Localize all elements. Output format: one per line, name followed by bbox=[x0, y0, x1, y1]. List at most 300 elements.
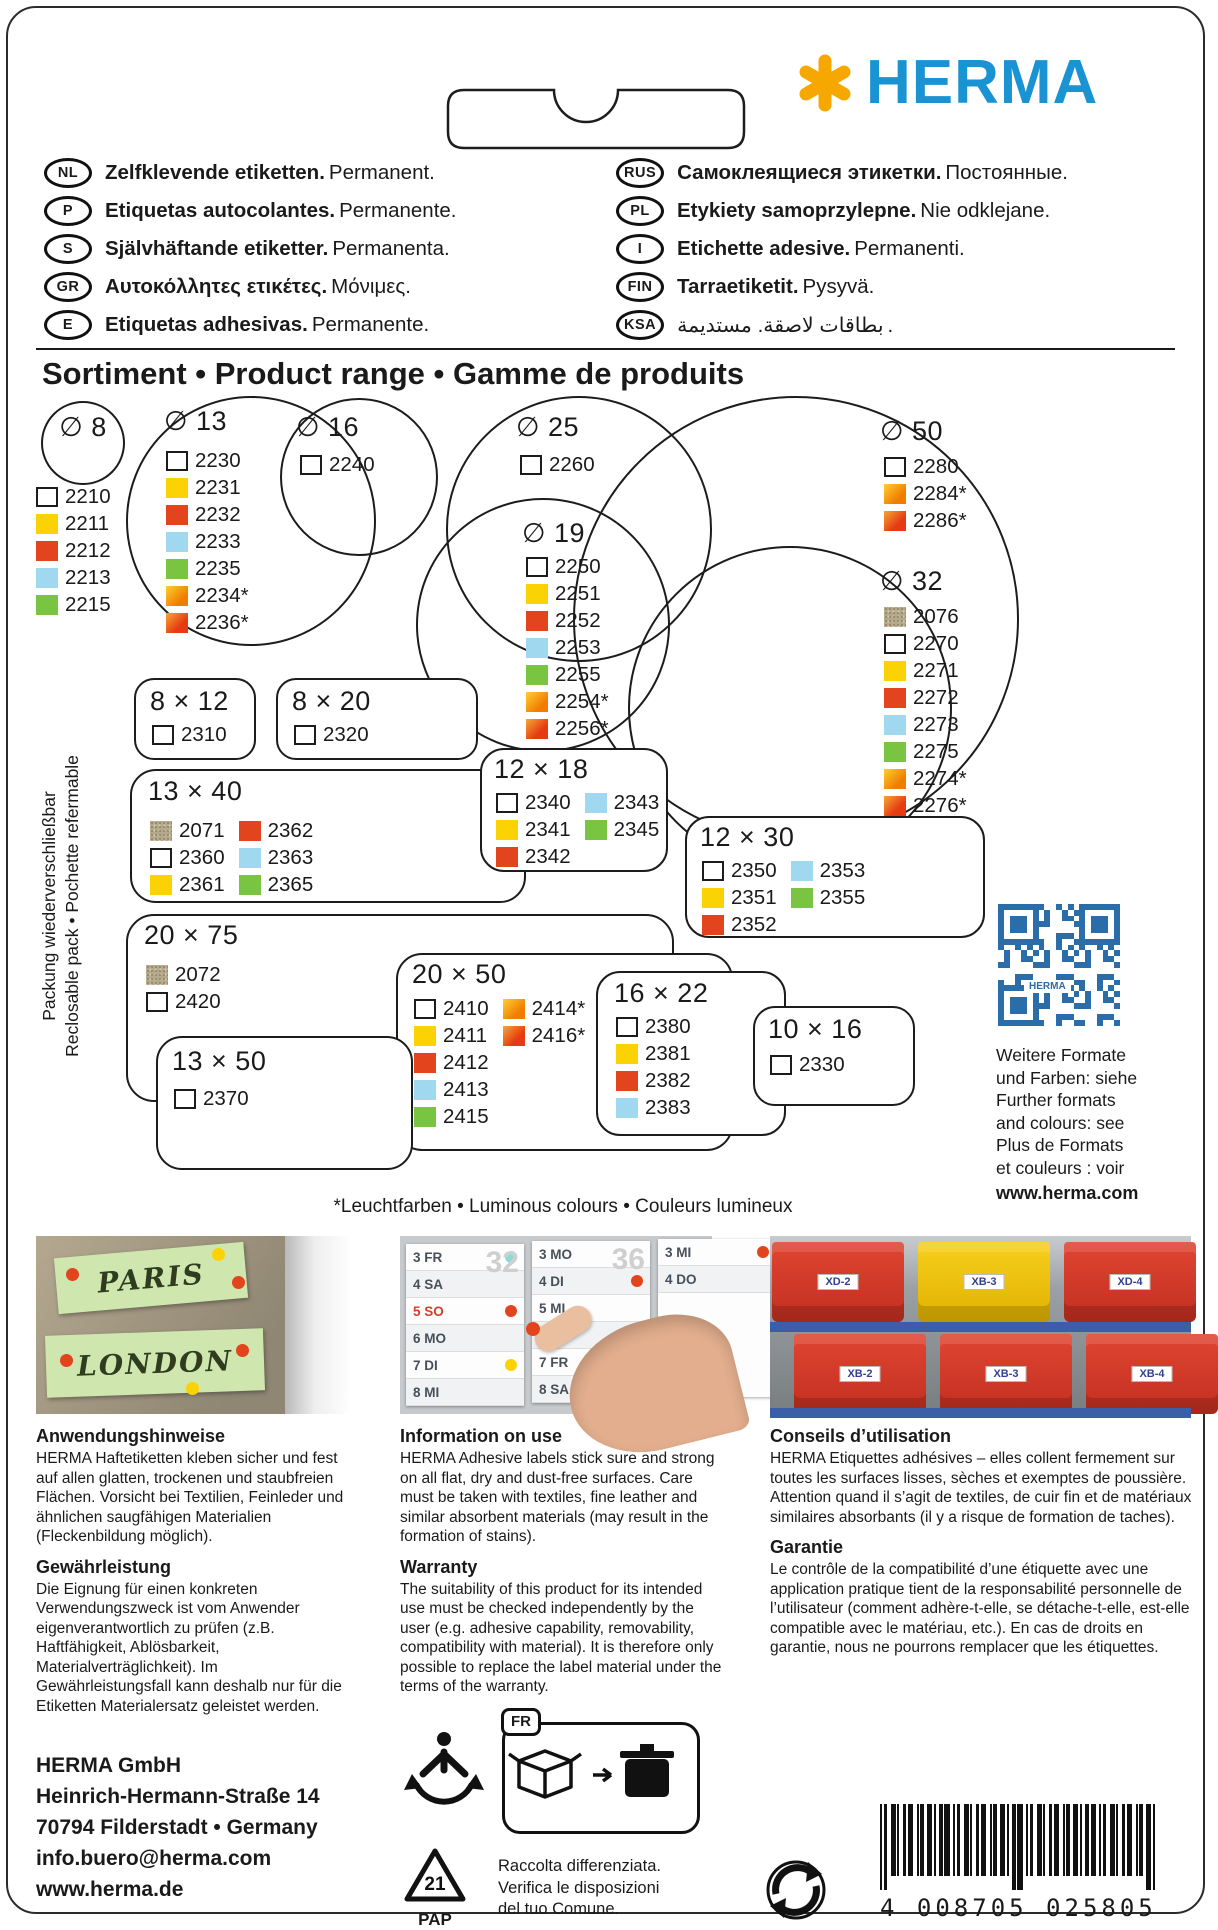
info-body: HERMA Adhesive labels stick sure and strong on all flat, dry and dust-free surfaces. Care must be taken with textiles, fine leather and similar absorbent materials (may result in the formation of stains). bbox=[400, 1450, 715, 1545]
sku-number: 2240 bbox=[329, 453, 375, 476]
red-dot-sticker bbox=[66, 1268, 79, 1281]
sku-number: 2383 bbox=[645, 1096, 691, 1119]
colour-swatch-w bbox=[702, 861, 724, 881]
sku-item bbox=[702, 887, 777, 909]
group-title: 13 × 50 bbox=[172, 1046, 267, 1076]
info-column-english bbox=[400, 1426, 722, 1707]
group-title: 12 × 30 bbox=[700, 822, 795, 852]
sku-item bbox=[150, 874, 225, 896]
herma-website: www.herma.com bbox=[996, 1183, 1139, 1203]
sku-number: 2213 bbox=[65, 566, 111, 589]
more-formats-line: et couleurs : voir bbox=[996, 1157, 1125, 1178]
sku-item bbox=[616, 1043, 691, 1065]
sku-number: 2362 bbox=[267, 819, 314, 842]
language-code-badge: GR bbox=[44, 272, 92, 302]
info-body: HERMA Etiquettes adhésives – elles collent fermement sur toutes les surfaces lisses, sèches et exemptes de poussière. Attention quand il s’agit de textiles, de cuir fin et de matériaux similaires absorbants (il y a risque de formation de taches). bbox=[770, 1450, 1192, 1526]
colour-swatch-w bbox=[300, 455, 322, 475]
sku-item bbox=[503, 1025, 586, 1047]
more-formats-line: Weitere Formate bbox=[996, 1045, 1126, 1065]
group-items bbox=[526, 556, 609, 745]
colour-swatch-r bbox=[526, 611, 548, 631]
calendar-row: 3 FR bbox=[406, 1244, 524, 1271]
colour-swatch-lr bbox=[503, 1026, 525, 1046]
language-code-badge: FIN bbox=[616, 272, 664, 302]
sku-item bbox=[884, 714, 967, 736]
storage-bin bbox=[918, 1242, 1050, 1322]
week-number: 32 bbox=[485, 1246, 519, 1279]
colour-swatch-y bbox=[702, 888, 724, 908]
colour-swatch-w bbox=[526, 557, 548, 577]
language-row: GR Αυτοκόλλητες ετικέτες. Μόνιμες. bbox=[44, 272, 456, 302]
sku-number: 2352 bbox=[731, 913, 777, 936]
sku-number: 2276* bbox=[913, 794, 967, 817]
red-dot-sticker bbox=[60, 1354, 73, 1367]
group-items bbox=[520, 454, 595, 481]
colour-swatch-y bbox=[36, 514, 58, 534]
info-heading: Warranty bbox=[400, 1556, 478, 1577]
sku-item bbox=[294, 724, 369, 746]
sku-item bbox=[770, 1054, 845, 1076]
info-body: The suitability of this product for its intended use must be checked independently by the user (e.g. adhesive capability, removability, compatibility with material). It is therefore only possible to replace the label material under the terms of the warranty. bbox=[400, 1580, 722, 1695]
sku-number: 2286* bbox=[913, 509, 967, 532]
sku-number: 2355 bbox=[819, 886, 866, 909]
sku-number: 2232 bbox=[195, 503, 241, 526]
sku-number: 2380 bbox=[645, 1015, 691, 1038]
sku-number: 2255 bbox=[555, 663, 601, 686]
group-title: 8 × 20 bbox=[292, 686, 371, 716]
language-code-badge: I bbox=[616, 234, 664, 264]
sku-item bbox=[414, 1079, 489, 1101]
herma-asterisk-icon bbox=[796, 54, 854, 112]
sku-number: 2310 bbox=[181, 723, 227, 746]
info-heading: Gewährleistung bbox=[36, 1556, 172, 1577]
group-title: ∅ 32 bbox=[880, 566, 944, 596]
sku-number: 2284* bbox=[913, 482, 967, 505]
sku-number: 2363 bbox=[267, 846, 314, 869]
group-title: ∅ 8 bbox=[59, 412, 107, 442]
hang-tab bbox=[436, 48, 756, 152]
group-title: 8 × 12 bbox=[150, 686, 229, 716]
ean-barcode bbox=[880, 1804, 1198, 1922]
calendar-card bbox=[406, 1244, 524, 1406]
sku-number: 2320 bbox=[323, 723, 369, 746]
colour-swatch-y bbox=[884, 661, 906, 681]
sku-number: 2343 bbox=[613, 791, 660, 814]
colour-swatch-r bbox=[702, 915, 724, 935]
sku-number: 2235 bbox=[195, 557, 241, 580]
sku-item bbox=[585, 819, 660, 841]
calendar-row: 5 MI bbox=[532, 1295, 650, 1322]
colour-swatch-g bbox=[526, 665, 548, 685]
colour-swatch-b bbox=[791, 861, 813, 881]
sku-number: 2370 bbox=[203, 1087, 249, 1110]
language-row: PL Etykiety samoprzylepne. Nie odklejane. bbox=[616, 196, 1068, 226]
colour-swatch-g bbox=[36, 595, 58, 615]
more-formats-line: und Farben: siehe bbox=[996, 1067, 1138, 1088]
sku-item bbox=[36, 567, 111, 589]
storage-bin bbox=[772, 1242, 904, 1322]
manufacturer-address bbox=[36, 1750, 320, 1905]
group-items bbox=[300, 454, 375, 481]
sku-number: 2252 bbox=[555, 609, 601, 632]
more-formats-note bbox=[996, 1044, 1138, 1205]
colour-swatch-g bbox=[414, 1107, 436, 1127]
group-title: ∅ 50 bbox=[880, 416, 944, 446]
colour-swatch-b bbox=[526, 638, 548, 658]
sku-number: 2256* bbox=[555, 717, 609, 740]
sku-item bbox=[166, 585, 249, 607]
sku-number: 2361 bbox=[179, 873, 225, 896]
paris-note: PARIS bbox=[54, 1242, 248, 1314]
colour-swatch-b bbox=[585, 793, 607, 813]
language-code-badge: NL bbox=[44, 158, 92, 188]
sku-number: 2273 bbox=[913, 713, 959, 736]
sku-item bbox=[503, 998, 586, 1020]
colour-swatch-r bbox=[616, 1071, 638, 1091]
colour-swatch-y bbox=[526, 584, 548, 604]
sku-item bbox=[150, 820, 225, 842]
sku-item bbox=[496, 819, 571, 841]
colour-swatch-r bbox=[496, 847, 518, 867]
sku-number: 2381 bbox=[645, 1042, 691, 1065]
address-line: HERMA GmbH bbox=[36, 1754, 182, 1777]
info-body: Die Eignung für einen konkreten Verwendungszweck ist vom Anwender eigenverantwortlich zu prüfen (z.B. Haftfähigkeit, Ablösbarkeit, Materialverträglichkeit). Im Gewährleistungsfall kann deshalb nur für die Etiketten Materialersatz geleistet werden. bbox=[36, 1580, 342, 1715]
sku-number: 2340 bbox=[525, 791, 571, 814]
storage-bin bbox=[1086, 1334, 1218, 1414]
group-title: ∅ 19 bbox=[522, 518, 586, 548]
sku-item bbox=[884, 768, 967, 790]
storage-bin bbox=[1064, 1242, 1196, 1322]
colour-swatch-y bbox=[616, 1044, 638, 1064]
bin-label: XB-2 bbox=[839, 1366, 880, 1382]
address-line: 70794 Filderstadt • Germany bbox=[36, 1816, 318, 1839]
red-dot-sticker bbox=[236, 1344, 249, 1357]
colour-swatch-w bbox=[770, 1055, 792, 1075]
sku-number: 2270 bbox=[913, 632, 959, 655]
address-line: www.herma.de bbox=[36, 1878, 184, 1901]
colour-swatch-g bbox=[585, 820, 607, 840]
group-items bbox=[146, 964, 221, 1018]
info-column-german bbox=[36, 1426, 348, 1726]
language-list-left bbox=[44, 158, 456, 340]
raccolta-line: Verifica le disposizioni bbox=[498, 1878, 660, 1897]
calendar-row: 4 SA bbox=[406, 1271, 524, 1298]
sku-item bbox=[414, 1052, 489, 1074]
sku-item bbox=[526, 610, 609, 632]
colour-swatch-g bbox=[239, 875, 261, 895]
calendar-row: 4 DO bbox=[658, 1266, 776, 1293]
sku-number: 2212 bbox=[65, 539, 111, 562]
svg-text:21: 21 bbox=[424, 1874, 446, 1895]
language-row: KSA بطاقات لاصقة. مستديمة. bbox=[616, 310, 1068, 340]
info-heading: Anwendungshinweise bbox=[36, 1426, 226, 1446]
dot-sticker bbox=[505, 1359, 517, 1371]
group-items bbox=[150, 820, 313, 901]
group-items bbox=[616, 1016, 691, 1124]
raccolta-line: Raccolta differenziata. bbox=[498, 1857, 661, 1875]
colour-swatch-w bbox=[294, 725, 316, 745]
colour-swatch-b bbox=[36, 568, 58, 588]
barcode-digits: 4 008705 025805 bbox=[880, 1894, 1157, 1922]
london-note: LONDON bbox=[45, 1328, 265, 1398]
sku-item bbox=[36, 594, 111, 616]
storage-bin bbox=[940, 1334, 1072, 1414]
triman-recycling-icon bbox=[402, 1730, 486, 1818]
sku-item bbox=[884, 510, 967, 532]
sku-number: 2210 bbox=[65, 485, 111, 508]
luminous-colours-footnote: *Leuchtfarben • Luminous colours • Couleurs lumineux bbox=[333, 1196, 793, 1217]
sku-number: 2414* bbox=[531, 997, 586, 1020]
sku-number: 2250 bbox=[555, 555, 601, 578]
photo-storage-bins bbox=[770, 1236, 1191, 1414]
colour-swatch-w bbox=[36, 487, 58, 507]
sku-item bbox=[616, 1070, 691, 1092]
colour-swatch-w bbox=[496, 793, 518, 813]
sku-number: 2410 bbox=[443, 997, 489, 1020]
divider bbox=[36, 348, 1175, 350]
section-title: Sortiment • Product range • Gamme de produits bbox=[42, 356, 745, 391]
sku-number: 2280 bbox=[913, 455, 959, 478]
qr-center-label: HERMA bbox=[1024, 980, 1071, 993]
week-number: 36 bbox=[611, 1243, 645, 1276]
group-title: 13 × 40 bbox=[148, 776, 243, 806]
info-heading: Garantie bbox=[770, 1537, 844, 1557]
sku-item bbox=[585, 792, 660, 814]
sku-item bbox=[616, 1016, 691, 1038]
group-items bbox=[702, 860, 865, 941]
more-formats-line: and colours: see bbox=[996, 1112, 1125, 1133]
colour-swatch-g bbox=[166, 559, 188, 579]
sku-item bbox=[152, 724, 227, 746]
sku-number: 2353 bbox=[819, 859, 866, 882]
address-line: Heinrich-Hermann-Straße 14 bbox=[36, 1785, 320, 1808]
colour-swatch-w bbox=[520, 455, 542, 475]
language-row: S Självhäftande etiketter. Permanenta. bbox=[44, 234, 456, 264]
group-items bbox=[174, 1088, 249, 1115]
bin-label: XB-3 bbox=[985, 1366, 1026, 1382]
group-items bbox=[770, 1054, 845, 1081]
language-list-right bbox=[616, 158, 1068, 340]
colour-swatch-lo bbox=[166, 586, 188, 606]
sku-item bbox=[526, 691, 609, 713]
sku-number: 2231 bbox=[195, 476, 241, 499]
sku-item bbox=[526, 556, 609, 578]
sku-item bbox=[526, 718, 609, 740]
colour-swatch-b bbox=[414, 1080, 436, 1100]
sku-number: 2420 bbox=[175, 990, 221, 1013]
group-items bbox=[496, 792, 659, 873]
group-items bbox=[884, 606, 967, 822]
sku-item bbox=[150, 847, 225, 869]
colour-swatch-r bbox=[884, 688, 906, 708]
sku-number: 2260 bbox=[549, 453, 595, 476]
info-column-french bbox=[770, 1426, 1195, 1668]
qr-code bbox=[998, 904, 1120, 1026]
language-row: P Etiquetas autocolantes. Permanente. bbox=[44, 196, 456, 226]
language-code-badge: RUS bbox=[616, 158, 664, 188]
sku-item bbox=[414, 998, 489, 1020]
sku-item bbox=[300, 454, 375, 476]
sku-item bbox=[884, 456, 967, 478]
group-items bbox=[294, 724, 369, 751]
sku-item bbox=[36, 486, 111, 508]
sku-number: 2350 bbox=[731, 859, 777, 882]
language-row: NL Zelfklevende etiketten. Permanent. bbox=[44, 158, 456, 188]
sku-item bbox=[884, 483, 967, 505]
bin-label: XD-2 bbox=[817, 1274, 858, 1290]
colour-swatch-r bbox=[166, 505, 188, 525]
sku-item bbox=[496, 792, 571, 814]
sku-number: 2271 bbox=[913, 659, 959, 682]
sku-number: 2272 bbox=[913, 686, 959, 709]
colour-swatch-lr bbox=[526, 719, 548, 739]
door-frame bbox=[285, 1236, 351, 1414]
language-code-badge: KSA bbox=[616, 310, 664, 340]
bins-top-row bbox=[770, 1242, 1191, 1322]
sku-number: 2360 bbox=[179, 846, 225, 869]
sku-item bbox=[166, 612, 249, 634]
sku-item bbox=[884, 741, 967, 763]
colour-swatch-w bbox=[616, 1017, 638, 1037]
yellow-dot-sticker bbox=[186, 1382, 199, 1395]
calendar-row: 7 DI bbox=[406, 1352, 524, 1379]
storage-bin bbox=[794, 1334, 926, 1414]
barcode-bars bbox=[880, 1804, 1198, 1892]
sku-item bbox=[414, 1106, 489, 1128]
calendar-row: 8 SA bbox=[532, 1376, 650, 1403]
sku-number: 2416* bbox=[531, 1024, 586, 1047]
sku-number: 2342 bbox=[525, 845, 571, 868]
sku-item bbox=[239, 847, 314, 869]
colour-swatch-k bbox=[150, 821, 172, 841]
calendar-row: 3 MO bbox=[532, 1241, 650, 1268]
sku-number: 2275 bbox=[913, 740, 959, 763]
sku-number: 2415 bbox=[443, 1105, 489, 1128]
sku-number: 2412 bbox=[443, 1051, 489, 1074]
sku-item bbox=[166, 558, 249, 580]
colour-swatch-r bbox=[239, 821, 261, 841]
colour-swatch-lo bbox=[884, 769, 906, 789]
sku-number: 2341 bbox=[525, 818, 571, 841]
reclosable-pack-side-note: Packung wiederverschließbar Reclosable pack • Pochette refermable bbox=[39, 755, 82, 1057]
colour-swatch-w bbox=[152, 725, 174, 745]
language-row: E Etiquetas adhesivas. Permanente. bbox=[44, 310, 456, 340]
sku-item bbox=[616, 1097, 691, 1119]
sku-number: 2330 bbox=[799, 1053, 845, 1076]
sku-number: 2382 bbox=[645, 1069, 691, 1092]
address-line: info.buero@herma.com bbox=[36, 1847, 272, 1870]
sku-number: 2345 bbox=[613, 818, 660, 841]
colour-swatch-w bbox=[166, 451, 188, 471]
group-items bbox=[152, 724, 227, 751]
sku-item bbox=[526, 583, 609, 605]
info-body: HERMA Haftetiketten kleben sicher und fest auf allen glatten, trockenen und staubfreien Flächen. Vorsicht bei Textilien, Feinleder und ähnlichen saugfähigen Materialien (Fleckenbildung möglich). bbox=[36, 1450, 344, 1545]
language-row: I Etichette adesive. Permanenti. bbox=[616, 234, 1068, 264]
colour-swatch-lr bbox=[884, 511, 906, 531]
calendar-row: 6 MO bbox=[406, 1325, 524, 1352]
calendar-row: 5 SO bbox=[406, 1298, 524, 1325]
sku-item bbox=[239, 874, 314, 896]
dot-sticker bbox=[505, 1305, 517, 1317]
red-dot-sticker bbox=[232, 1276, 245, 1289]
colour-swatch-b bbox=[239, 848, 261, 868]
group-title: ∅ 16 bbox=[296, 412, 360, 442]
language-code-badge: P bbox=[44, 196, 92, 226]
colour-swatch-k bbox=[884, 607, 906, 627]
herma-logo bbox=[796, 48, 1099, 117]
colour-swatch-w bbox=[414, 999, 436, 1019]
group-items bbox=[166, 450, 249, 639]
package-back-panel bbox=[6, 6, 1205, 1929]
sku-item bbox=[526, 637, 609, 659]
info-body: Le contrôle de la compatibilité d’une étiquette avec une application pratique tient de la responsabilité personnelle de l’utilisateur (comment adhère-t-elle, se détache-t-elle, est-elle compatible avec le matériau, etc.). En cas de droits en garantie, nous ne pourrons remplacer que les étiquettes. bbox=[770, 1561, 1190, 1656]
sku-number: 2211 bbox=[65, 512, 110, 535]
more-formats-line: Further formats bbox=[996, 1090, 1116, 1110]
sku-number: 2413 bbox=[443, 1078, 489, 1101]
colour-swatch-b bbox=[616, 1098, 638, 1118]
sku-item bbox=[884, 633, 967, 655]
pap-21-recycling-code bbox=[402, 1846, 468, 1930]
colour-swatch-w bbox=[174, 1089, 196, 1109]
sku-number: 2072 bbox=[175, 963, 221, 986]
colour-swatch-lr bbox=[166, 613, 188, 633]
language-row: FIN Tarraetiketit. Pysyvä. bbox=[616, 272, 1068, 302]
sku-number: 2215 bbox=[65, 593, 111, 616]
photo-labels-on-parcel bbox=[36, 1236, 351, 1414]
sku-item bbox=[884, 795, 967, 817]
sku-number: 2071 bbox=[179, 819, 225, 842]
sku-number: 2274* bbox=[913, 767, 967, 790]
sku-item bbox=[791, 887, 866, 909]
raccolta-line: del tuo Comune. bbox=[498, 1900, 620, 1918]
colour-swatch-lr bbox=[884, 796, 906, 816]
language-code-badge: PL bbox=[616, 196, 664, 226]
language-row: RUS Самоклеящиеся этикетки. Постоянные. bbox=[616, 158, 1068, 188]
colour-swatch-y bbox=[414, 1026, 436, 1046]
sku-item bbox=[414, 1025, 489, 1047]
sku-number: 2253 bbox=[555, 636, 601, 659]
group-title: ∅ 13 bbox=[164, 406, 228, 436]
group-title: 10 × 16 bbox=[768, 1014, 863, 1044]
green-dot-icon bbox=[764, 1858, 828, 1922]
colour-swatch-w bbox=[150, 848, 172, 868]
group-items bbox=[36, 486, 111, 621]
sku-number: 2076 bbox=[913, 605, 959, 628]
sku-item bbox=[174, 1088, 249, 1110]
colour-swatch-b bbox=[884, 715, 906, 735]
group-title: ∅ 25 bbox=[516, 412, 580, 442]
colour-swatch-lo bbox=[503, 999, 525, 1019]
sku-item bbox=[146, 991, 221, 1013]
colour-swatch-w bbox=[146, 992, 168, 1012]
colour-swatch-y bbox=[496, 820, 518, 840]
sku-number: 2365 bbox=[267, 873, 314, 896]
sku-item bbox=[166, 504, 249, 526]
colour-swatch-y bbox=[166, 478, 188, 498]
sku-item bbox=[520, 454, 595, 476]
colour-swatch-lo bbox=[884, 484, 906, 504]
sku-item bbox=[166, 450, 249, 472]
shelf-rail bbox=[770, 1322, 1191, 1332]
group-title: 20 × 50 bbox=[412, 959, 507, 989]
colour-swatch-w bbox=[884, 634, 906, 654]
group-title: 16 × 22 bbox=[614, 978, 709, 1008]
sku-item bbox=[884, 687, 967, 709]
sku-item bbox=[239, 820, 314, 842]
language-code-badge: E bbox=[44, 310, 92, 340]
group-items bbox=[884, 456, 967, 537]
colour-swatch-r bbox=[414, 1053, 436, 1073]
